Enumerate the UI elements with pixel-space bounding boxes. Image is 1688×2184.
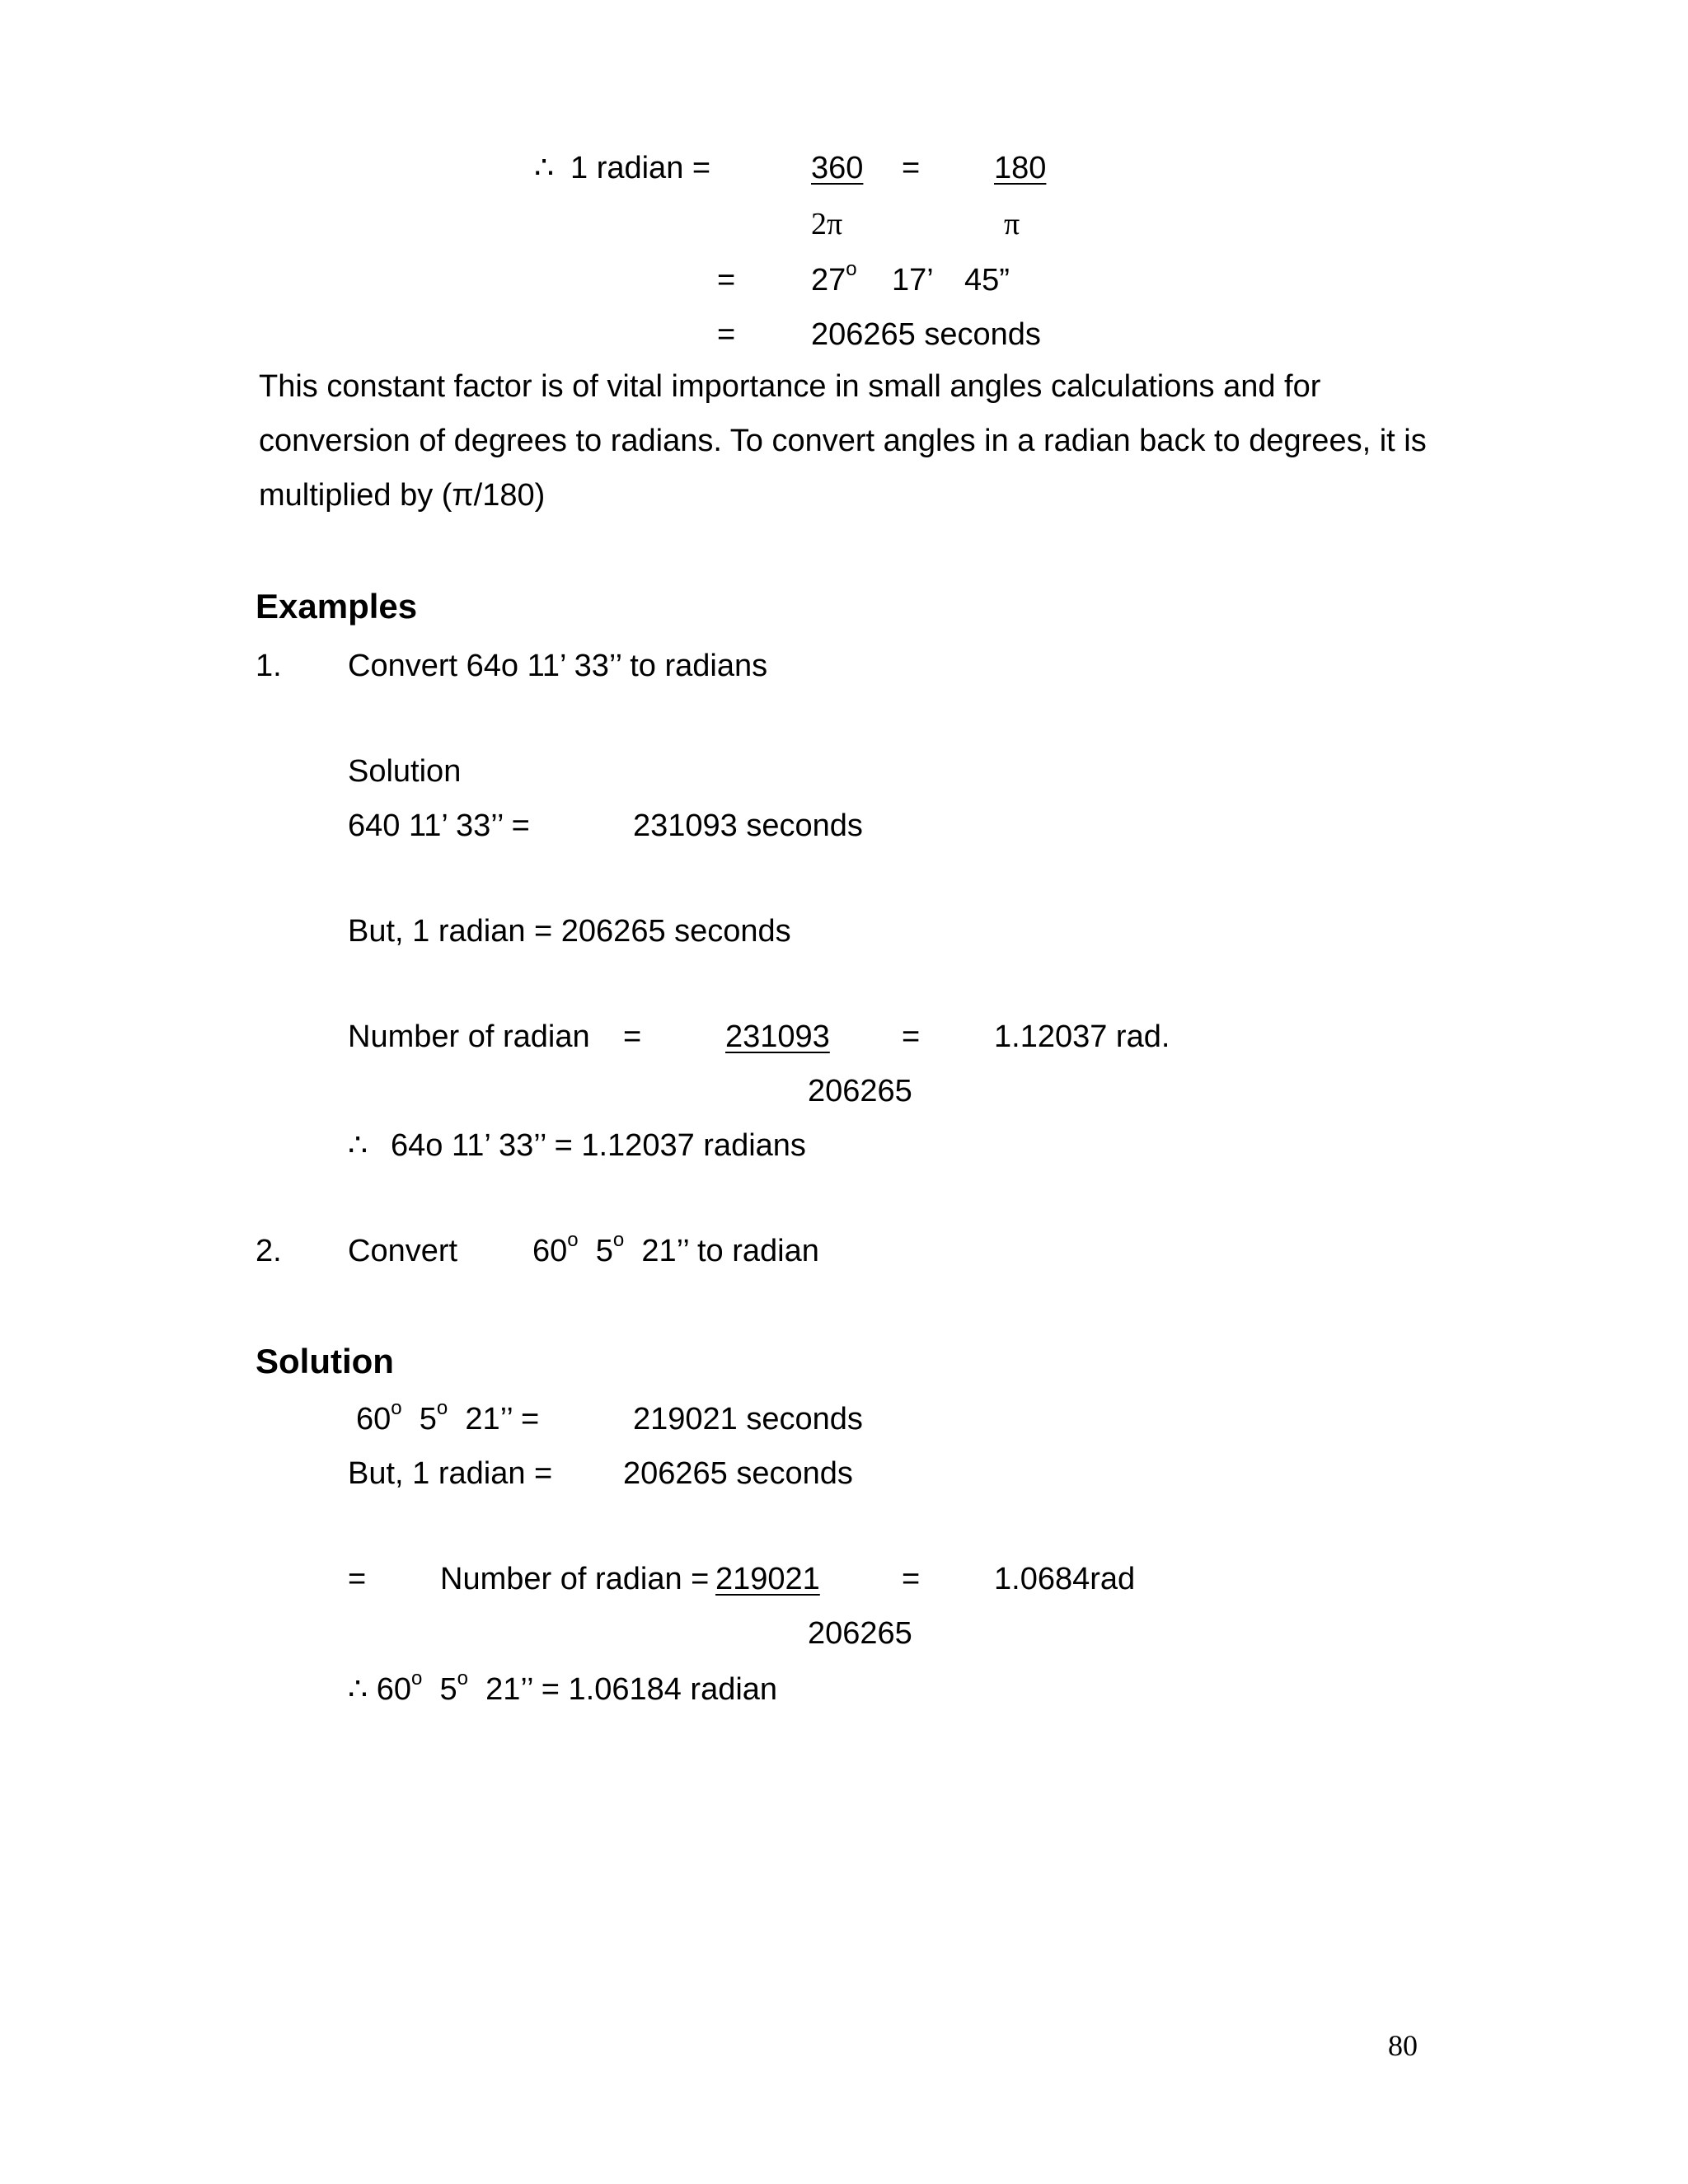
example-conclusion: 64o 11’ 33’’ = 1.12037 radians	[391, 1128, 806, 1163]
radian-definition: But, 1 radian = 206265 seconds	[348, 914, 791, 949]
equals-sign: =	[717, 263, 736, 298]
fraction-numerator-180: 180	[994, 151, 1047, 185]
equals-sign: =	[902, 151, 921, 185]
seconds-result: 231093 seconds	[633, 808, 863, 843]
fraction-denominator-pi: π	[1004, 207, 1020, 241]
page-number: 80	[1388, 2029, 1418, 2062]
angle-expression: 60$^o$ 5$^o$ 21’’ =	[356, 1397, 540, 1436]
equals-sign: =	[902, 1019, 921, 1054]
example-number: 1.	[256, 649, 282, 683]
radian-result: 1.0684rad	[994, 1562, 1136, 1596]
equals-sign: =	[623, 1019, 642, 1054]
example-conclusion: ∴ 60$^o$ 5$^o$ 21’’ = 1.06184 radian	[348, 1667, 778, 1707]
fraction-denominator: 206265	[808, 1616, 912, 1651]
radian-result: 1.12037 rad.	[994, 1019, 1170, 1054]
number-of-radian-label: Number of radian =	[440, 1562, 710, 1596]
radian-definition-value: 206265 seconds	[623, 1456, 853, 1491]
therefore-symbol: ∴	[348, 1672, 368, 1707]
explanation-paragraph: This constant factor is of vital importance in small angles calculations and for conversion of degrees to radians. To convert angles in a radian back to degrees, it is multiplied by (π/180)	[259, 369, 1427, 513]
example-number: 2.	[256, 1234, 282, 1268]
therefore-symbol: ∴	[534, 151, 555, 185]
fraction-numerator: 231093	[725, 1019, 830, 1054]
example-prompt: Convert 64o 11’ 33’’ to radians	[348, 649, 768, 683]
minutes-value: 17’	[892, 263, 934, 298]
total-seconds: 206265 seconds	[811, 317, 1041, 352]
solution-label: Solution	[348, 754, 462, 789]
fraction-denominator-2pi: 2π	[811, 207, 843, 241]
seconds-result: 219021 seconds	[633, 1402, 863, 1436]
one-radian-label: 1 radian =	[570, 151, 711, 185]
seconds-value: 45”	[964, 263, 1010, 298]
radian-definition-label: But, 1 radian =	[348, 1456, 553, 1491]
examples-heading: Examples	[256, 587, 418, 626]
fraction-numerator: 219021	[715, 1562, 820, 1596]
fraction-numerator-360: 360	[811, 151, 864, 185]
equals-sign: =	[902, 1562, 921, 1596]
fraction-denominator: 206265	[808, 1074, 912, 1108]
convert-label: Convert	[348, 1234, 458, 1268]
equals-sign: =	[717, 317, 736, 352]
angle-expression: 640 11’ 33’’ =	[348, 808, 530, 843]
number-of-radian-label: Number of radian	[348, 1019, 590, 1054]
angle-expression: 60$^o$ 5$^o$ 21’’ to radian	[532, 1229, 819, 1268]
degrees-value: 27$^o$	[811, 258, 857, 298]
therefore-symbol: ∴	[348, 1128, 368, 1163]
solution-heading: Solution	[256, 1342, 394, 1380]
equals-sign: =	[348, 1562, 367, 1596]
